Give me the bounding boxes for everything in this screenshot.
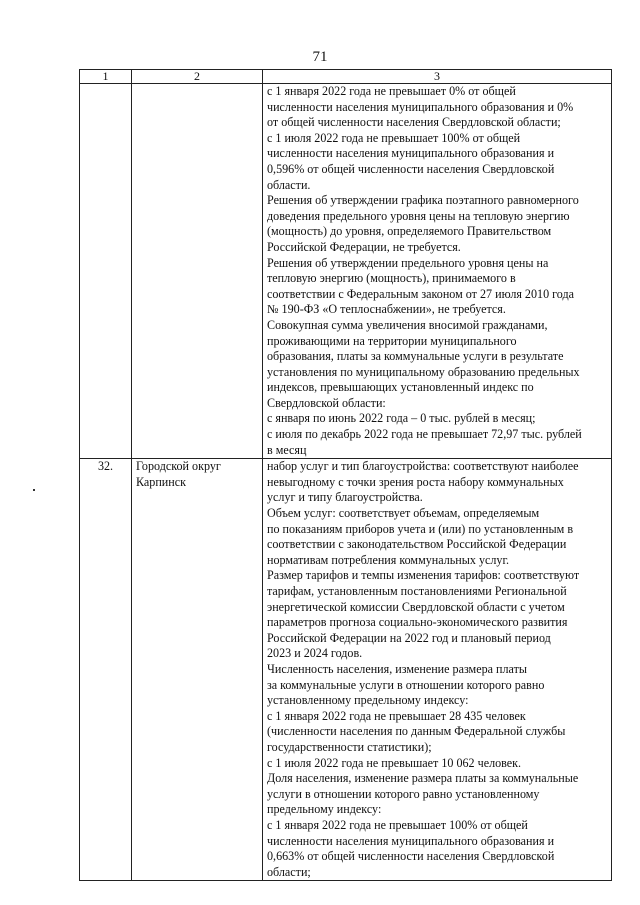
content-line: соответствии с законодательством Российской Федерации <box>267 537 567 552</box>
content-line: численности населения муниципального образования и <box>267 833 555 848</box>
municipality-name-cell: Городской округ Карпинск <box>132 459 263 881</box>
page-number: 71 <box>312 49 328 65</box>
content-line: установления по муниципальному образованию предельных <box>267 364 580 379</box>
content-line: Доля населения, изменение размера платы за коммунальные <box>267 771 579 786</box>
content-line: тарифам, установленным постановлениями Региональной <box>267 584 567 598</box>
table-row <box>80 84 612 459</box>
content-line: № 190-ФЗ «О теплоснабжении», не требуется. <box>267 302 506 317</box>
header-col-number: 1 <box>80 70 132 84</box>
content-line: государственности статистики); <box>267 739 432 754</box>
content-line: 2023 и 2024 годов. <box>267 646 363 661</box>
content-line: установленному предельному индексу: <box>267 693 469 708</box>
content-line: 0,596% от общей численности населения Свердловской <box>267 161 555 176</box>
content-line: с 1 января 2022 года не превышает 0% от общей <box>267 84 516 98</box>
content-line: с января по июнь 2022 года – 0 тыс. рублей в месяц; <box>267 411 536 426</box>
document-table <box>79 69 612 881</box>
content-line: Численность населения, изменение размера платы <box>267 661 527 676</box>
content-line: с 1 января 2022 года не превышает 100% от общей <box>267 817 528 832</box>
content-line: тепловую энергию (мощность), принимаемого в <box>267 271 516 286</box>
table-row <box>80 459 612 881</box>
content-line: Размер тарифов и темпы изменения тарифов: соответствуют <box>267 568 580 583</box>
content-line: предельному индексу: <box>267 802 382 817</box>
content-line: набор услуг и тип благоустройства: соответствуют наиболее <box>267 459 579 474</box>
content-line: с июля по декабрь 2022 года не превышает 72,97 тыс. рублей <box>267 427 582 442</box>
content-line: Решения об утверждении графика поэтапного равномерного <box>267 193 579 208</box>
content-line: невыгодному с точки зрения роста набору коммунальных <box>267 474 564 489</box>
content-line: с 1 июля 2022 года не превышает 100% от общей <box>267 130 521 145</box>
content-cell <box>263 84 612 459</box>
content-line: 0,663% от общей численности населения Свердловской <box>267 849 555 864</box>
content-line: в месяц <box>267 442 307 457</box>
content-line: численности населения муниципального образования и 0% <box>267 99 574 114</box>
content-line: соответствии с Федеральным законом от 27 июля 2010 года <box>267 286 575 301</box>
content-line: проживающими на территории муниципального <box>267 333 517 348</box>
content-line: Объем услуг: соответствует объемам, определяемым <box>267 506 540 521</box>
content-cell <box>263 459 612 881</box>
row-number-cell <box>80 84 132 459</box>
content-line: с 1 января 2022 года не превышает 28 435 человек <box>267 708 526 723</box>
row-number-cell: 32. <box>80 459 132 881</box>
content-line: области; <box>267 864 311 879</box>
stray-mark <box>33 489 35 491</box>
content-line: с 1 июля 2022 года не превышает 10 062 человек. <box>267 755 522 770</box>
content-line: нормативам потребления коммунальных услуг. <box>267 552 510 567</box>
content-line: Российской Федерации, не требуется. <box>267 239 461 254</box>
content-line: параметров прогноза социально-экономического развития <box>267 615 568 630</box>
content-line: услуг и типу благоустройства. <box>267 490 423 505</box>
content-line: Решения об утверждении предельного уровня цены на <box>267 255 549 270</box>
content-line: за коммунальные услуги в отношении которого равно <box>267 677 545 692</box>
content-line: Совокупная сумма увеличения вносимой гражданами, <box>267 317 548 332</box>
content-line: услуги в отношении которого равно установленному <box>267 786 540 801</box>
content-line: доведения предельного уровня цены на тепловую энергию <box>267 208 570 223</box>
content-line: (мощность) до уровня, определяемого Правительством <box>267 224 552 239</box>
content-line: индексов, превышающих установленный индекс по <box>267 380 534 395</box>
content-line: области. <box>267 177 311 192</box>
content-line: энергетической комиссии Свердловской области с учетом <box>267 599 565 614</box>
content-line: образования, платы за коммунальные услуги в результате <box>267 349 564 364</box>
content-line: Свердловской области: <box>267 395 386 410</box>
content-line: Российской Федерации на 2022 год и плановый период <box>267 630 551 645</box>
content-line: численности населения муниципального образования и <box>267 146 555 161</box>
header-col-content: 3 <box>263 70 612 84</box>
table-header-row <box>80 70 612 84</box>
content-line: по показаниям приборов учета и (или) по установленным в <box>267 521 574 536</box>
header-col-name: 2 <box>132 70 263 84</box>
municipality-name-cell <box>132 84 263 459</box>
content-line: от общей численности населения Свердловской области; <box>267 115 561 130</box>
content-line: (численности населения по данным Федеральной службы <box>267 724 566 739</box>
